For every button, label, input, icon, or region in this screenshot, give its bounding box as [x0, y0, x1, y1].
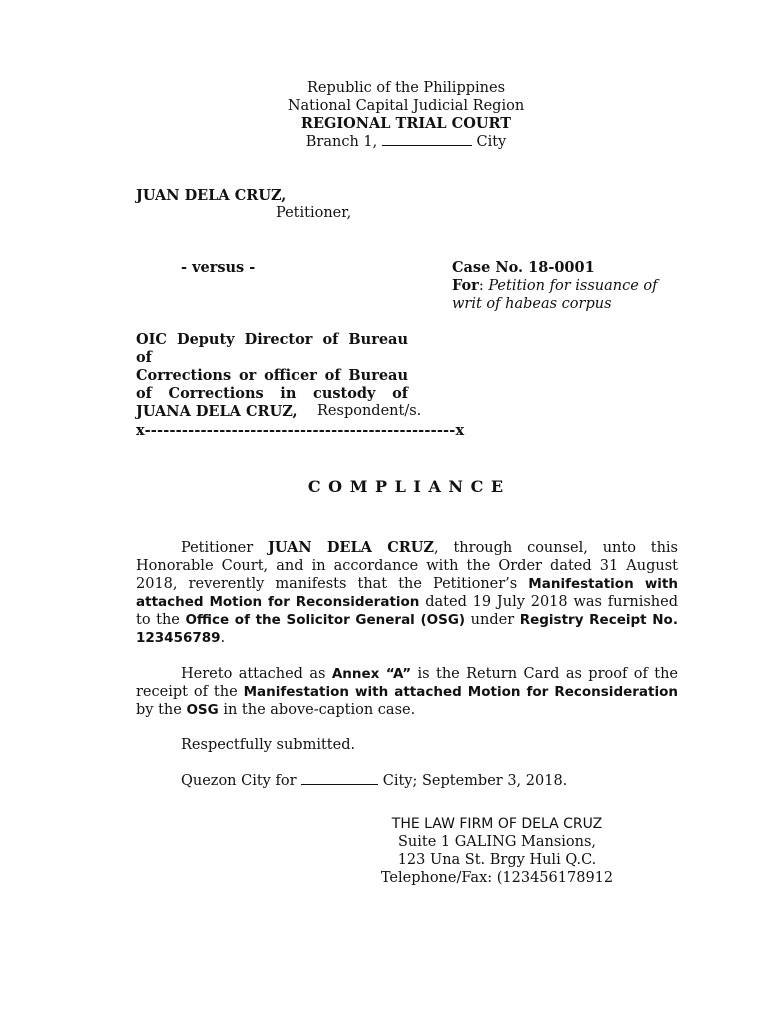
closing-statement: Respectfully submitted. [181, 737, 356, 753]
firm-address-2: 123 Una St. Brgy Huli Q.C. [397, 852, 597, 868]
versus-label: - versus - [181, 259, 256, 276]
firm-address-1: Suite 1 GALING Mansions, [397, 834, 597, 850]
petitioner-label: Petitioner, [276, 205, 352, 221]
header-republic: Republic of the Philippines [306, 80, 506, 96]
place-suffix: City; September 3, 2018. [382, 773, 568, 789]
respondent-line-2: Corrections or officer of Bureau [136, 367, 408, 384]
caption-separator: x--------------------------------------------------x [136, 422, 465, 439]
branch-suffix: City [476, 134, 507, 150]
respondent-label: Respondent/s. [317, 403, 422, 419]
document-title: C O M P L I A N C E [307, 477, 505, 496]
law-firm-block [372, 815, 622, 887]
place-blank [301, 773, 378, 785]
case-for: For: Petition for issuance of [452, 277, 658, 294]
paragraph-1: Petitioner JUAN DELA CRUZ, through counsel, unto this Honorable Court, and in accordance with the Order dated 31 August 2018, reverently manifests that the Petitioner’s Manifestation with attached Motion for Reconsideration dated 19 July 2018 was furnished to the Office of the Solicitor General (OSG) under Registry Receipt No. 123456789. [136, 539, 679, 646]
branch-prefix: Branch 1, [305, 134, 378, 150]
respondent-line-1: OIC Deputy Director of Bureau of [136, 331, 408, 366]
header-region: National Capital Judicial Region [287, 98, 525, 114]
case-number: Case No. 18-0001 [452, 259, 595, 276]
for-text-2: writ of habeas corpus [452, 296, 612, 312]
firm-name: THE LAW FIRM OF DELA CRUZ [391, 816, 603, 832]
place-prefix: Quezon City for [181, 773, 297, 789]
case-block [452, 259, 658, 313]
petitioner-name: JUAN DELA CRUZ, [136, 187, 287, 204]
header-court: REGIONAL TRIAL COURT [300, 115, 512, 132]
branch-blank [382, 134, 472, 146]
firm-phone: Telephone/Fax: (123456178912 [380, 870, 614, 886]
for-label: For [452, 277, 479, 294]
respondent-line-4: JUANA DELA CRUZ, [136, 403, 298, 420]
respondent-line-3: of Corrections in custody of [136, 385, 408, 402]
place-date [181, 773, 567, 789]
paragraph-2: Hereto attached as Annex “A” is the Return Card as proof of the receipt of the Manifestation with attached Motion for Reconsideration by the OSG in the above-caption case. [136, 666, 678, 718]
for-text-1: Petition for issuance of [488, 278, 658, 294]
court-header [0, 79, 768, 151]
header-branch [0, 133, 768, 151]
